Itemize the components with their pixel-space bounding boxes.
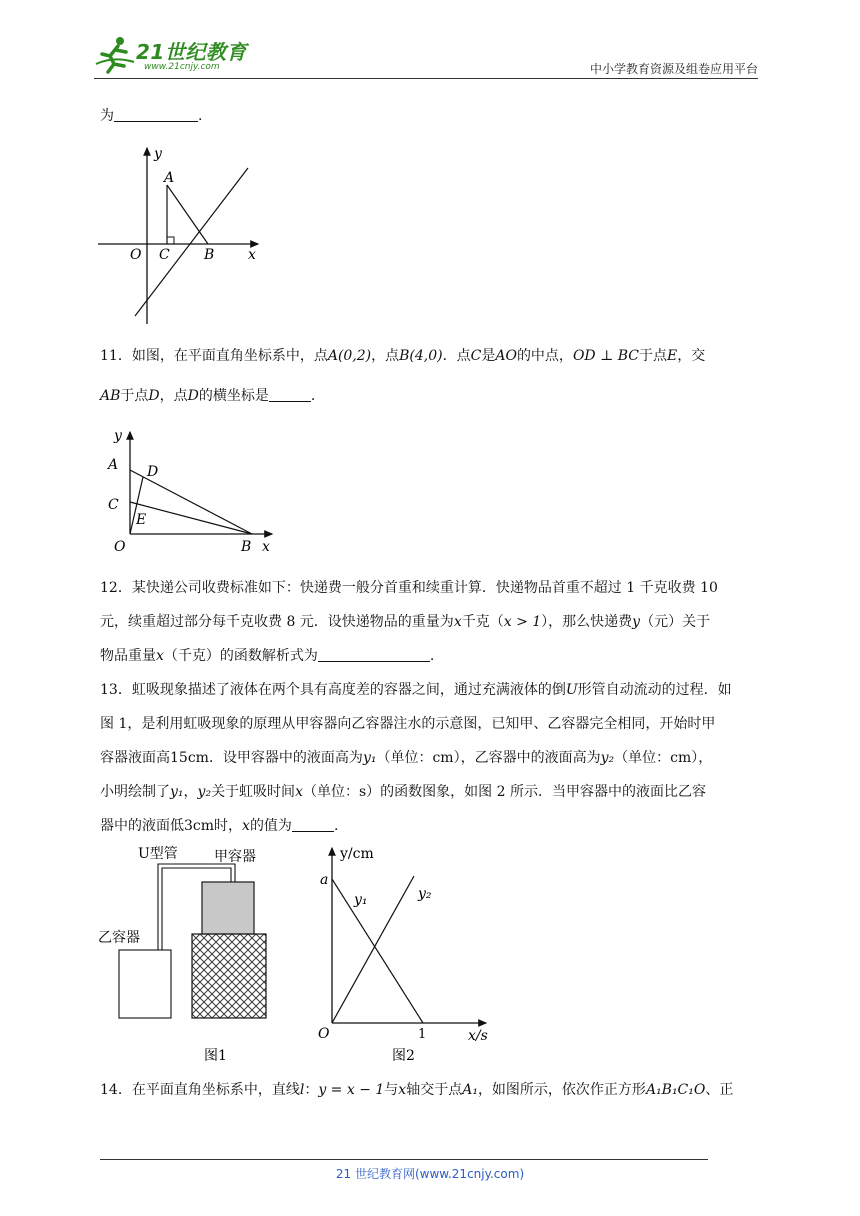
container-a-liquid — [202, 882, 254, 934]
label-c: C — [108, 497, 119, 513]
footer-link[interactable]: 21 世纪教育网(www.21cnjy.com) — [335, 1167, 525, 1181]
label-o: O — [114, 539, 126, 555]
label-e: E — [136, 512, 147, 528]
caption-fig2: 图2 — [392, 1048, 415, 1064]
label-x: x — [248, 247, 256, 263]
label-y-axis: y/cm — [340, 846, 374, 862]
figure-q11 — [100, 424, 280, 558]
page-header — [94, 30, 758, 80]
label-o: O — [130, 247, 142, 263]
answer-blank — [318, 647, 430, 662]
q13-line5: 器中的液面低3cm时，x的值为 . — [100, 818, 339, 834]
q12-line3: 物品重量x（千克）的函数解析式为 . — [100, 648, 435, 664]
label-y: y — [114, 428, 122, 444]
figure-q13-graph — [310, 842, 500, 1068]
q13-line1: 13．虹吸现象描述了液体在两个具有高度差的容器之间，通过充满液体的倒U形管自动流动的过程．如 — [100, 682, 732, 698]
answer-blank — [269, 387, 311, 402]
answer-blank — [292, 817, 334, 832]
label-x: x — [262, 539, 270, 555]
label-u-tube: U型管 — [138, 846, 178, 862]
caption-fig1: 图1 — [204, 1048, 227, 1064]
runner-logo-icon — [94, 34, 138, 74]
label-container-b: 乙容器 — [98, 930, 140, 946]
site-logo — [94, 34, 274, 78]
label-b: B — [204, 247, 215, 263]
q11-line2: AB于点D，点D的横坐标是 . — [100, 388, 316, 404]
prev-question-tail: 为 . — [100, 108, 203, 124]
segment-cb — [130, 502, 252, 534]
q12-line2: 元，续重超过部分每千克收费 8 元．设快递物品的重量为x千克（x > 1），那么快递费y（元）关于 — [100, 614, 711, 630]
q14-line1: 14．在平面直角坐标系中，直线l：y = x − 1与x轴交于点A₁，如图所示，依次作正方形A₁B₁C₁O、正 — [100, 1082, 734, 1098]
figure-q13-siphon — [92, 842, 292, 1068]
right-angle-mark — [167, 237, 174, 244]
brand-name: 21世纪教育 — [136, 40, 247, 64]
label-y1: y₁ — [354, 892, 368, 908]
q12-line1: 12．某快递公司收费标准如下：快递费一般分首重和续重计算．快递物品首重不超过 1 千克收费 10 — [100, 580, 718, 596]
q13-line2: 图 1，是利用虹吸现象的原理从甲容器向乙容器注水的示意图，已知甲、乙容器完全相同，开始时甲 — [100, 716, 716, 732]
q13-line3: 容器液面高15cm．设甲容器中的液面高为y₁（单位：cm），乙容器中的液面高为y₂（单位：cm）， — [100, 750, 713, 766]
footer-divider — [100, 1159, 708, 1160]
line-y1 — [332, 879, 423, 1023]
label-y2: y₂ — [418, 886, 432, 902]
label-y: y — [154, 146, 162, 162]
label-a: A — [108, 457, 119, 473]
label-a: A — [164, 170, 175, 186]
platform-title: 中小学教育资源及组卷应用平台 — [589, 62, 758, 76]
label-c: C — [159, 247, 170, 263]
figure-q10 — [90, 138, 270, 330]
label-a: a — [320, 872, 329, 888]
label-container-a: 甲容器 — [214, 849, 256, 865]
label-x-axis: x/s — [468, 1028, 488, 1044]
brand-url: www.21cnjy.com — [144, 62, 220, 72]
segment-ab — [167, 185, 208, 244]
q13-line4: 小明绘制了y₁，y₂关于虹吸时间x（单位：s）的函数图象，如图 2 所示．当甲容器中的液面比乙容 — [100, 784, 706, 800]
answer-blank — [114, 107, 198, 122]
label-b: B — [241, 539, 252, 555]
label-one: 1 — [418, 1027, 427, 1042]
platform-block — [192, 934, 266, 1018]
header-divider — [94, 78, 758, 79]
q11-line1: 11．如图，在平面直角坐标系中，点A(0,2)，点B(4,0)．点C是AO的中点，OD ⊥ BC于点E，交 — [100, 348, 706, 364]
container-b — [119, 950, 171, 1018]
label-d: D — [147, 464, 159, 480]
line-graph — [135, 168, 248, 316]
label-o: O — [318, 1026, 330, 1042]
